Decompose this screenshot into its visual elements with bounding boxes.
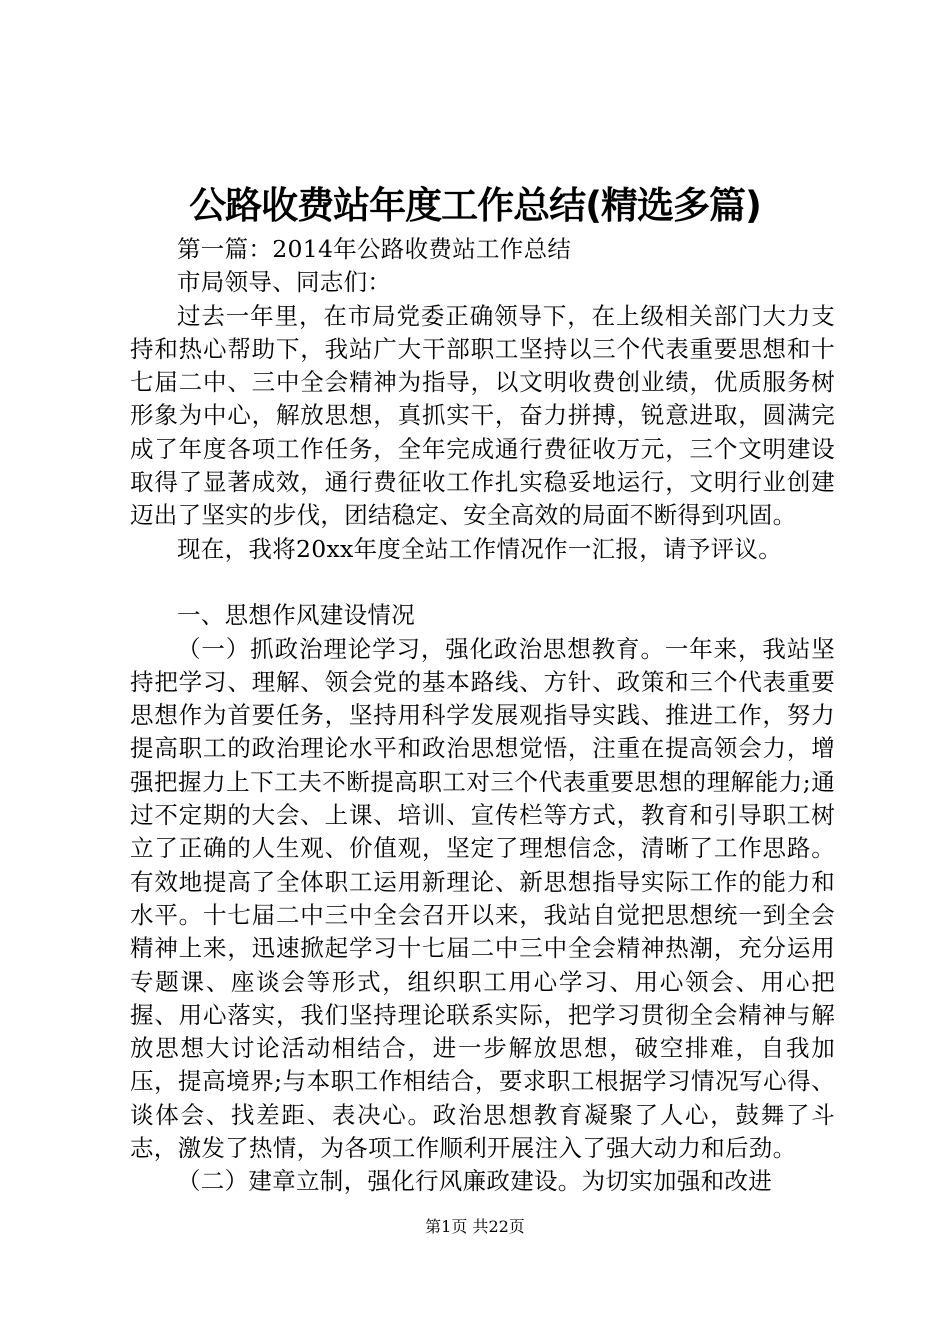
paragraph-intro: 过去一年里，在市局党委正确领导下，在上级相关部门大力支持和热心帮助下，我站广大干部职工坚持以三个代表重要思想和十七届二中、三中全会精神为指导，以文明收费创业绩，优质服务树形象为中心，解放思想，真抓实干，奋力拼搏，锐意进取，圆满完成了年度各项工作任务，全年完成通行费征收万元，三个文明建设取得了显著成效，通行费征收工作扎实稳妥地运行，文明行业创建迈出了坚实的步伐，团结稳定、安全高效的局面不断得到巩固。 (130, 301, 835, 530)
paragraph-report: 现在，我将20xx年度全站工作情况作一汇报，请予评议。 (177, 534, 783, 563)
salutation: 市局领导、同志们： (177, 268, 392, 297)
blank-line (130, 566, 835, 599)
section-heading-ideology: 一、思想作风建设情况 (177, 601, 415, 630)
page-footer: 第1页 共22页 (425, 1217, 525, 1236)
document-title: 公路收费站年度工作总结(精选多篇) (189, 184, 761, 227)
section-heading-first: 第一篇：2014年公路收费站工作总结 (177, 235, 572, 263)
paragraph-rules: （二）建章立制，强化行风廉政建设。为切实加强和改进 (177, 1167, 772, 1196)
document-body (130, 233, 835, 1199)
paragraph-study: （一）抓政治理论学习，强化政治思想教育。一年来，我站坚持把学习、理解、领会党的基本路线、方针、政策和三个代表重要思想作为首要任务，坚持用科学发展观指导实践、推进工作，努力提高职工的政治理论水平和政治思想觉悟，注重在提高领会力，增强把握力上下工夫不断提高职工对三个代表重要思想的理解能力;通过不定期的大会、上课、培训、宣传栏等方式，教育和引导职工树立了正确的人生观、价值观，坚定了理想信念，清晰了工作思路。有效地提高了全体职工运用新理论、新思想指导实际工作的能力和水平。十七届二中三中全会召开以来，我站自觉把思想统一到全会精神上来，迅速掀起学习十七届二中三中全会精神热潮，充分运用专题课、座谈会等形式，组织职工用心学习、用心领会、用心把握、用心落实，我们坚持理论联系实际，把学习贯彻全会精神与解放思想大讨论活动相结合，进一步解放思想，破空排难，自我加压，提高境界;与本职工作相结合，要求职工根据学习情况写心得、谈体会、找差距、表决心。政治思想教育凝聚了人心，鼓舞了斗志，激发了热情，为各项工作顺利开展注入了强大动力和后劲。 (130, 634, 835, 1163)
